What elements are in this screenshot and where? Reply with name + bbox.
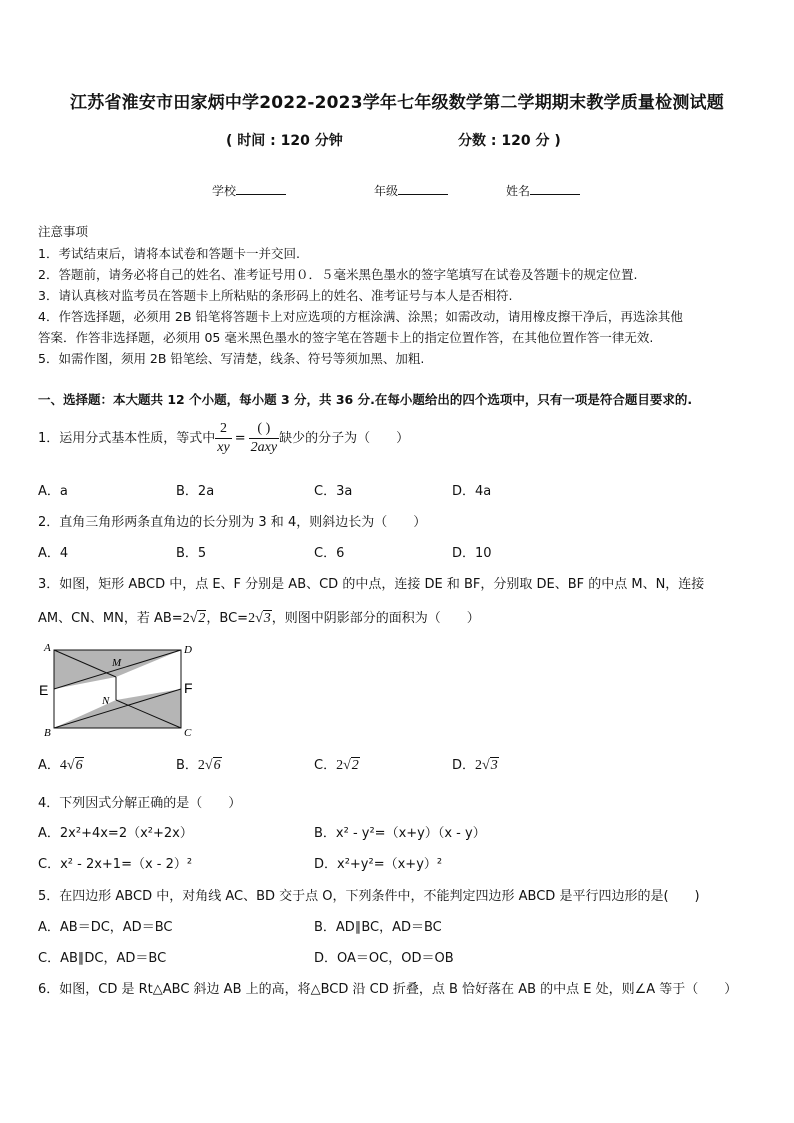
grade-blank: [398, 182, 448, 195]
coef: 2: [182, 611, 190, 626]
radicand: 2: [198, 611, 206, 626]
label-m: M: [112, 657, 122, 669]
label-b: B: [44, 727, 51, 739]
option-a: A．AB＝DC，AD＝BC: [38, 920, 173, 935]
option-c: C．6: [314, 546, 345, 561]
question-3-line2: [38, 607, 480, 627]
exam-time: ( 时间 : 120 分钟: [226, 133, 343, 149]
note-item: 3．请认真核对监考员在答题卡上所粘贴的条形码上的姓名、准考证号与本人是否相符.: [38, 288, 513, 303]
grade-label: 年级: [374, 184, 399, 198]
option-value: 2√3: [475, 758, 498, 773]
option-value: 2√6: [197, 758, 221, 773]
note-item: 5．如需作图，须用 2B 铅笔绘、写清楚，线条、符号等须加黑、加粗.: [38, 351, 425, 366]
radicand: 3: [490, 758, 498, 773]
question-2: 2．直角三角形两条直角边的长分别为 3 和 4，则斜边长为（ ）: [38, 515, 427, 530]
fraction-left: [215, 420, 231, 457]
rectangle-figure: [36, 640, 196, 740]
fraction-denominator: 2axy: [250, 440, 278, 455]
q1-stem-post: 缺少的分子为（ ）: [279, 431, 410, 446]
label-d: D: [184, 644, 192, 656]
option-letter: C．: [314, 758, 337, 773]
option-letter: B．: [176, 758, 198, 773]
option-d: D．x²+y²=（x+y）²: [314, 857, 443, 872]
note-item: 2．答题前，请务必将自己的姓名、准考证号用０．５毫米黑色墨水的签字笔填写在试卷及答题卡的规定位置.: [38, 267, 638, 282]
exam-score: 分数 : 120 分 ): [458, 133, 561, 149]
option-a: A．4: [38, 546, 69, 561]
q3-text: AM、CN、MN，若 AB=: [38, 611, 183, 626]
ab-value: 2√2: [182, 611, 206, 626]
grade-field: [374, 182, 448, 199]
label-c: C: [184, 727, 192, 739]
name-label: 姓名: [506, 184, 531, 198]
option-b: B．AD∥BC，AD＝BC: [314, 920, 442, 935]
option-value: 4√6: [59, 758, 83, 773]
section-heading: 一、选择题：本大题共 12 个小题，每小题 3 分，共 36 分.在每小题给出的四个选项中，只有一项是符合题目要求的.: [38, 392, 693, 407]
radicand: 2: [351, 758, 359, 773]
question-3-line1: 3．如图，矩形 ABCD 中，点 E、F 分别是 AB、CD 的中点，连接 DE 和 BF，分别取 DE、BF 的中点 M、N，连接: [38, 577, 705, 592]
coef: 2: [197, 758, 205, 773]
note-item: 答案．作答非选择题，必须用 05 毫米黑色墨水的签字笔在答题卡上的指定位置作答，在其他位置作答一律无效.: [38, 330, 654, 345]
option-c: [314, 754, 360, 774]
coef: 4: [59, 758, 67, 773]
label-f: F: [184, 680, 193, 696]
radicand: 3: [263, 611, 271, 626]
option-d: D．OA＝OC，OD＝OB: [314, 951, 454, 966]
option-b: [176, 754, 222, 774]
option-a: [38, 754, 84, 774]
school-field: [212, 182, 286, 199]
fraction-denominator: xy: [217, 440, 230, 455]
question-5: 5．在四边形 ABCD 中，对角线 AC、BD 交于点 O，下列条件中，不能判定四边形 ABCD 是平行四边形的是( ): [38, 889, 700, 904]
option-c: C．AB∥DC，AD＝BC: [38, 951, 167, 966]
option-d: [452, 754, 499, 774]
radicand: 6: [75, 758, 83, 773]
school-blank: [236, 182, 286, 195]
question-4: 4．下列因式分解正确的是（ ）: [38, 796, 242, 811]
option-letter: A．: [38, 758, 60, 773]
option-letter: D．: [452, 758, 476, 773]
label-e: E: [39, 682, 49, 698]
option-value: 2√2: [336, 758, 359, 773]
fraction-numerator: 2: [215, 420, 231, 439]
exam-title: 江苏省淮安市田家炳中学2022-2023学年七年级数学第二学期期末教学质量检测试题: [70, 93, 724, 113]
coef: 2: [248, 611, 256, 626]
radicand: 6: [213, 758, 221, 773]
option-c: C．3a: [314, 484, 353, 499]
school-label: 学校: [212, 184, 237, 198]
q1-stem-pre: 1．运用分式基本性质，等式中: [38, 431, 216, 446]
q3-text: ，BC=: [206, 611, 249, 626]
fraction-numerator: ( ): [249, 420, 279, 439]
note-item: 4．作答选择题，必须用 2B 铅笔将答题卡上对应选项的方框涂满、涂黑；如需改动，请用橡皮擦干净后，再选涂其他: [38, 309, 683, 324]
option-d: D．4a: [452, 484, 492, 499]
name-field: [506, 182, 580, 199]
question-6: 6．如图，CD 是 Rt△ABC 斜边 AB 上的高，将△BCD 沿 CD 折叠，点 B 恰好落在 AB 的中点 E 处，则∠A 等于（ ）: [38, 982, 738, 997]
question-1: [38, 420, 409, 458]
note-item: 1．考试结束后，请将本试卷和答题卡一并交回.: [38, 246, 300, 261]
label-n: N: [102, 695, 110, 707]
option-b: B．x² - y²=（x+y）（x - y）: [314, 826, 486, 841]
coef: 2: [336, 758, 344, 773]
name-blank: [530, 182, 580, 195]
option-a: A．a: [38, 484, 68, 499]
option-a: A．2x²+4x=2（x²+2x）: [38, 826, 193, 841]
option-b: B．2a: [176, 484, 215, 499]
bc-value: 2√3: [248, 611, 271, 626]
option-d: D．10: [452, 546, 492, 561]
equals-sign: =: [234, 431, 246, 446]
notes-heading: 注意事项: [38, 224, 89, 239]
coef: 2: [475, 758, 483, 773]
q3-text: ，则图中阴影部分的面积为（ ）: [271, 611, 480, 626]
option-c: C．x² - 2x+1=（x - 2）²: [38, 857, 193, 872]
label-a: A: [44, 642, 51, 654]
option-b: B．5: [176, 546, 207, 561]
fraction-right: [249, 420, 279, 457]
